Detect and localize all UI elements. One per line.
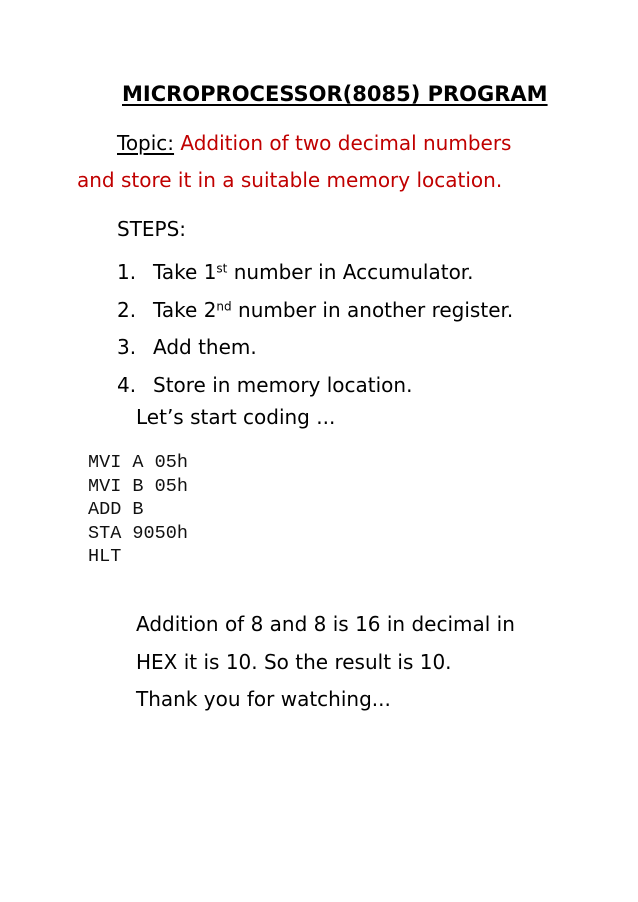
code-line: HLT <box>88 546 122 567</box>
topic-label: Topic: <box>117 131 175 155</box>
code-line: MVI B 05h <box>88 475 188 497</box>
step-text <box>153 371 412 409</box>
step-item <box>117 371 513 409</box>
document-title: MICROPROCESSOR(8085) PROGRAM <box>122 82 548 106</box>
step-number: 2. <box>117 297 137 322</box>
topic-line-1 <box>117 131 511 155</box>
steps-heading: STEPS: <box>117 217 187 241</box>
code-line: ADD B <box>88 499 144 520</box>
step-ordinal-suffix: nd <box>216 298 232 313</box>
steps-list <box>117 258 513 408</box>
code-line: MVI A 05h <box>88 452 188 473</box>
step-text-before: Store in memory location. <box>153 372 413 397</box>
result-line: Addition of 8 and 8 is 16 in decimal in <box>136 612 515 636</box>
step-text <box>153 258 474 296</box>
step-number: 4. <box>117 372 137 397</box>
step-item <box>117 258 513 296</box>
step-text-after: number in another register. <box>231 297 514 322</box>
topic-text-line-2: and store it in a suitable memory location. <box>77 168 503 192</box>
step-number: 3. <box>117 335 137 359</box>
step-text <box>153 333 257 371</box>
step-item <box>117 296 513 334</box>
step-number: 1. <box>117 260 137 284</box>
topic-text-line-1: Addition of two decimal numbers <box>180 131 512 155</box>
step-text-after: number in Accumulator. <box>227 260 474 284</box>
step-text <box>153 296 513 334</box>
result-line: HEX it is 10. So the result is 10. <box>136 649 452 674</box>
assembly-code-block <box>88 451 188 569</box>
step-text-before: Take 1 <box>153 260 217 284</box>
closing-line: Thank you for watching... <box>136 687 391 711</box>
step-ordinal-suffix: st <box>216 261 228 276</box>
step-item <box>117 333 513 371</box>
lets-start-coding: Let’s start coding ... <box>136 405 336 429</box>
step-text-before: Add them. <box>153 335 257 359</box>
code-line: STA 9050h <box>88 522 188 544</box>
result-explanation <box>136 606 515 719</box>
step-text-before: Take 2 <box>153 297 217 322</box>
